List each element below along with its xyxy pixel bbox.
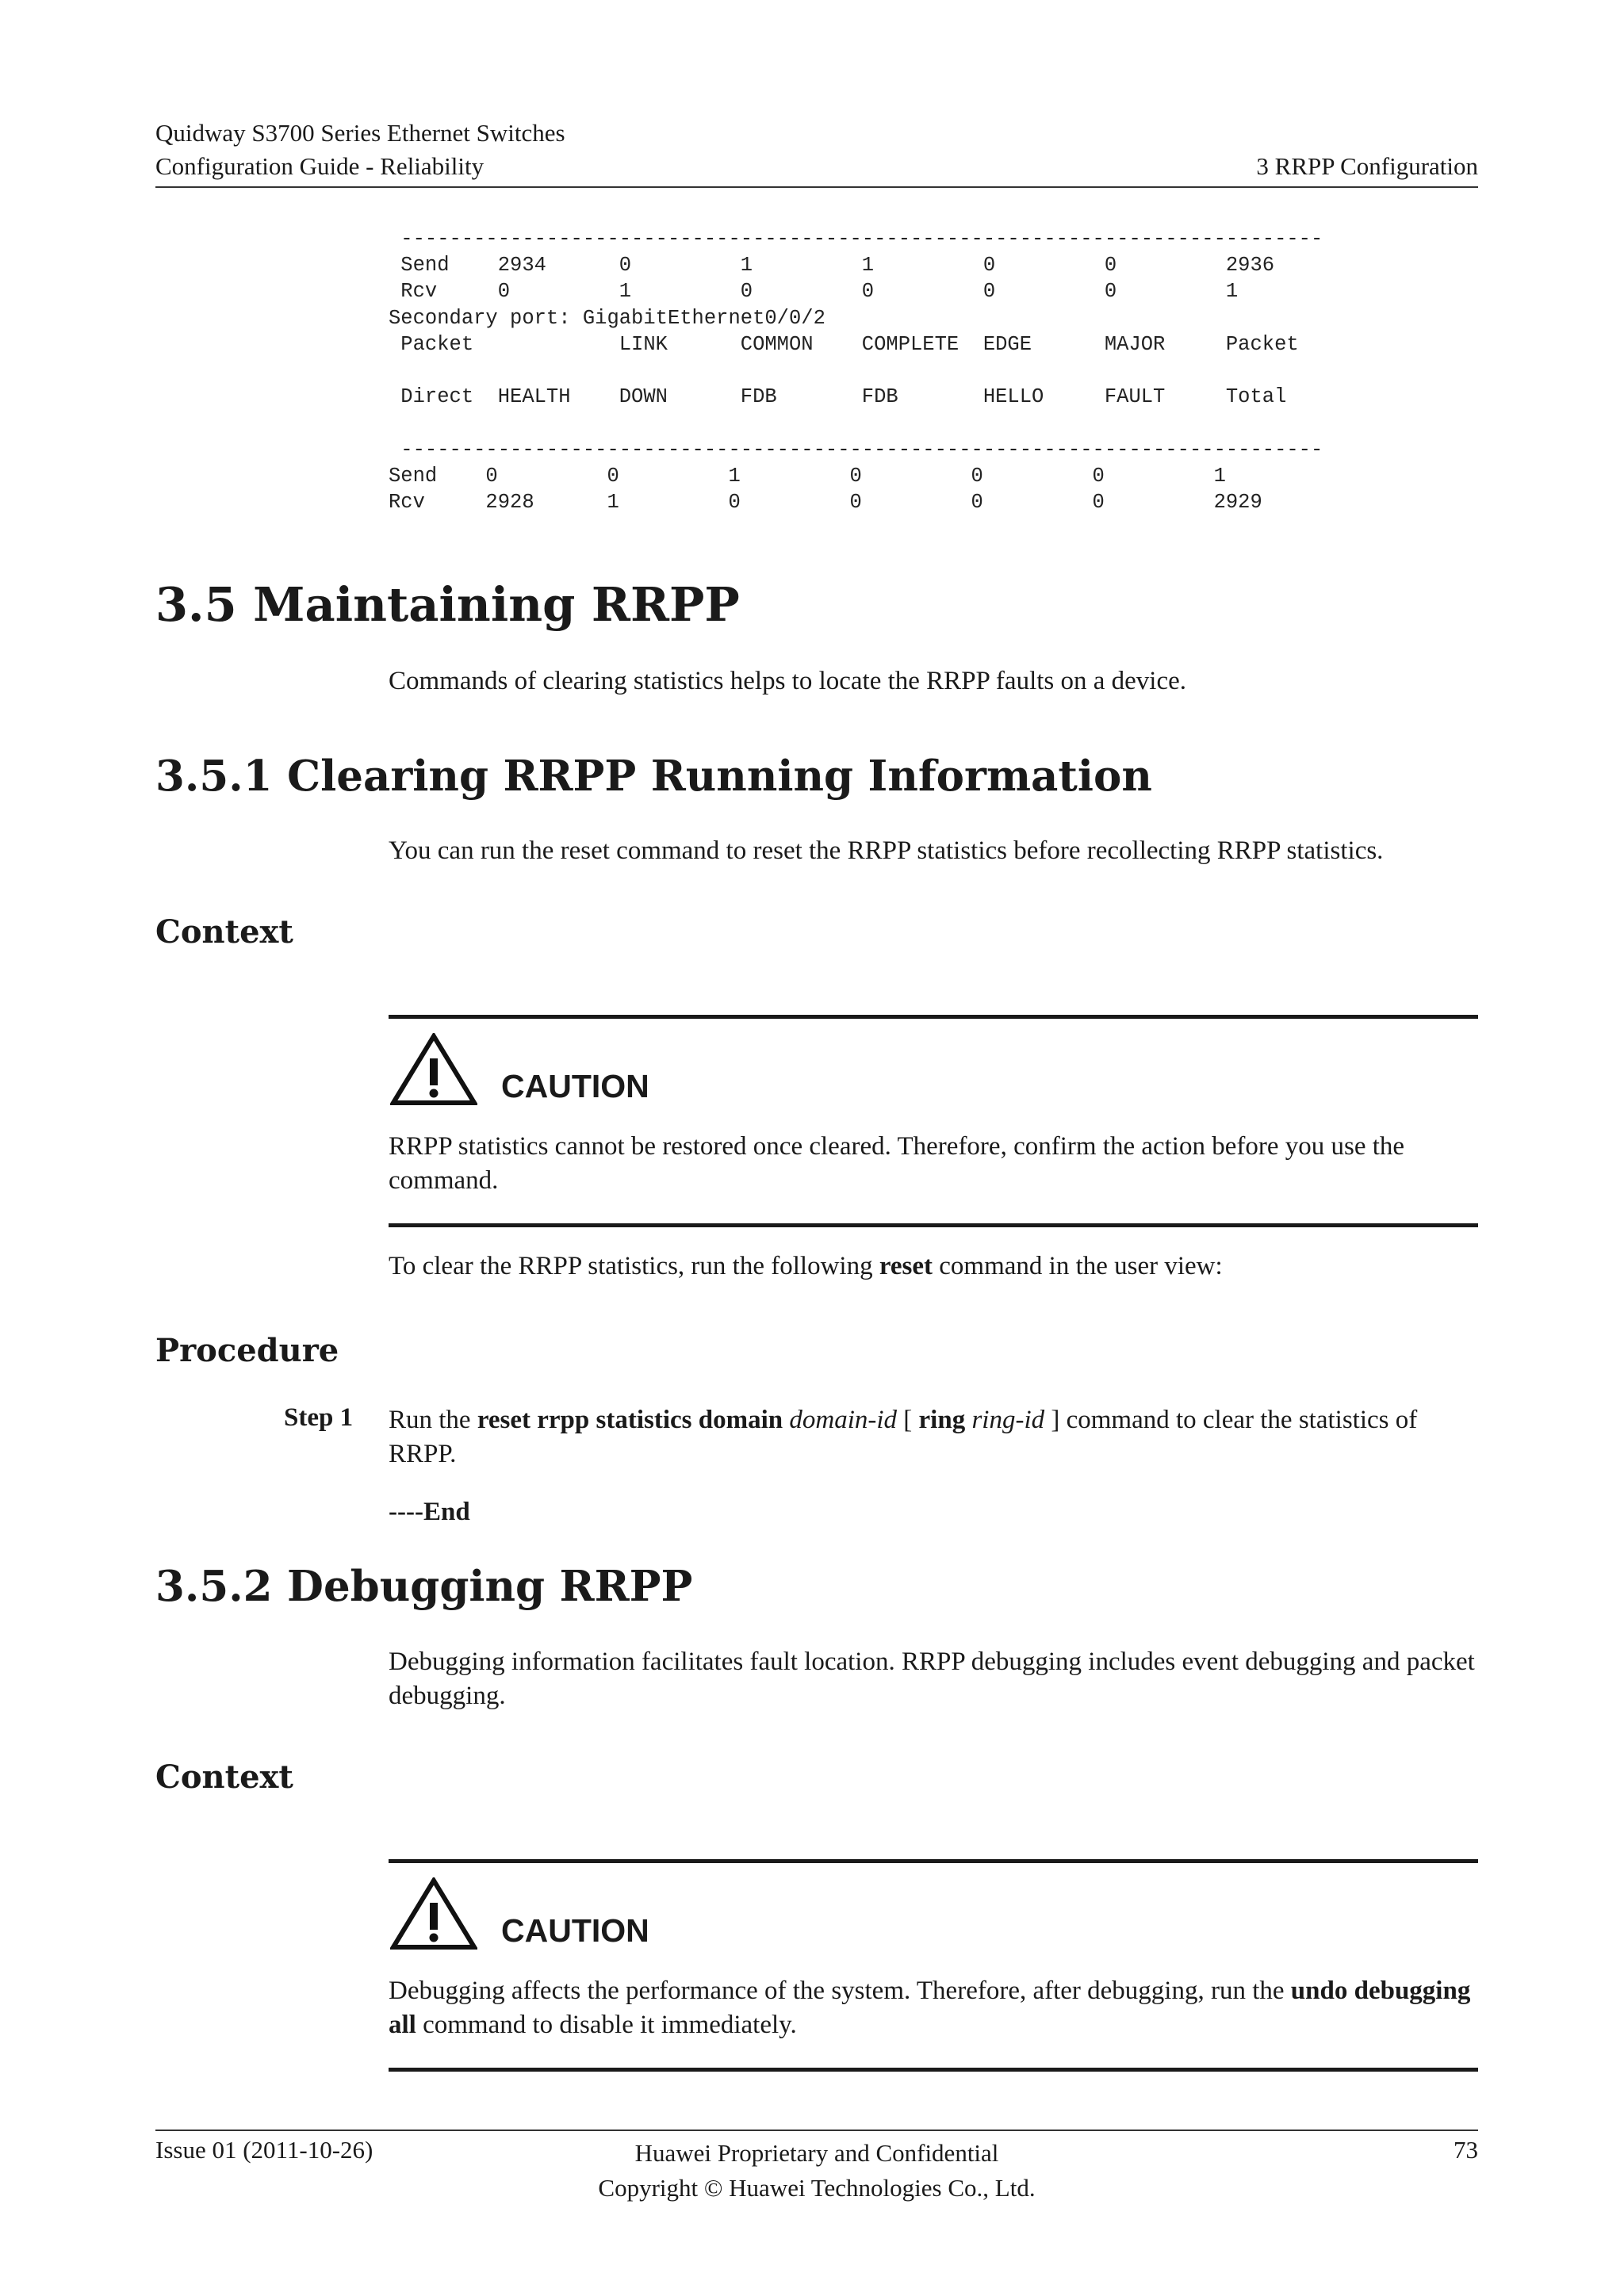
warning-triangle-icon xyxy=(390,1033,477,1106)
end-marker: ----End xyxy=(389,1498,470,1526)
section-3-5-intro: Commands of clearing statistics helps to locate the RRPP faults on a device. xyxy=(389,667,1187,695)
caution-2-pre: Debugging affects the performance of the system. Therefore, after debugging, run the xyxy=(389,1976,1291,2005)
caution-box-2 xyxy=(389,1859,1478,2072)
section-3-5-2-title: 3.5.2 Debugging RRPP xyxy=(155,1562,693,1611)
caution-label: CAUTION xyxy=(501,1068,649,1104)
step-rest-text: ] command to clear the statistics of RRPP. xyxy=(389,1406,1418,1468)
step-run-text: Run the xyxy=(389,1406,477,1434)
footer-confidential: Huawei Proprietary and Confidential xyxy=(634,2139,999,2167)
page-footer xyxy=(155,2130,1478,2210)
step-bracket-open: [ xyxy=(897,1406,919,1434)
header-guide: Configuration Guide - Reliability xyxy=(155,152,485,180)
section-3-5-title: 3.5 Maintaining RRPP xyxy=(155,577,740,632)
caution-text-2 xyxy=(389,1974,1478,2042)
caution-2-post: command to disable it immediately. xyxy=(416,2011,797,2039)
context-heading: Context xyxy=(155,913,293,951)
undo-debugging-command: undo debugging all xyxy=(389,1976,1471,2039)
footer-center xyxy=(155,2136,1478,2206)
step-command: reset rrpp statistics domain xyxy=(477,1406,783,1434)
step-ring-keyword: ring xyxy=(918,1406,966,1434)
step-label: Step 1 xyxy=(284,1403,354,1432)
page-header xyxy=(155,119,1478,188)
footer-copyright: Copyright © Huawei Technologies Co., Ltd. xyxy=(598,2174,1036,2202)
context-heading-2: Context xyxy=(155,1758,293,1796)
step-1-text xyxy=(389,1403,1483,1471)
step-arg-domain: domain-id xyxy=(789,1406,898,1434)
header-chapter: 3 RRPP Configuration xyxy=(1256,152,1478,180)
footer-issue: Issue 01 (2011-10-26) xyxy=(155,2136,373,2164)
command-output-block: ---------------------------------------------------------------------------- Send 2934 0 1 1 0 0 2936 Rcv 0 1 0 0 0 0 1 Secondary port: GigabitEthernet0/0/2 Packet LINK COMMON COMPLETE EDGE MAJOR Packet Direct HEALTH DOWN FDB FDB HELLO FAULT Total ---------------------------------------------------------------------------- Send 0 0 1 0 0 0 1 Rcv 2928 1 0 0 0 0 2929 xyxy=(389,228,1323,515)
caution-label-2: CAUTION xyxy=(501,1912,649,1949)
section-3-5-1-intro: You can run the reset command to reset the RRPP statistics before recollecting RRPP statistics. xyxy=(389,836,1384,865)
clear-text-post: command in the user view: xyxy=(933,1252,1223,1280)
section-3-5-1-title: 3.5.1 Clearing RRPP Running Information xyxy=(155,752,1152,801)
clear-statistics-paragraph xyxy=(389,1249,1483,1284)
reset-command: reset xyxy=(879,1252,933,1280)
section-3-5-2-intro: Debugging information facilitates fault location. RRPP debugging includes event debugging and packet debugging. xyxy=(389,1647,1475,1710)
page-number: 73 xyxy=(1454,2136,1478,2164)
header-product: Quidway S3700 Series Ethernet Switches xyxy=(155,119,565,147)
procedure-heading: Procedure xyxy=(155,1332,339,1369)
caution-text: RRPP statistics cannot be restored once cleared. Therefore, confirm the action before you use the command. xyxy=(389,1132,1405,1195)
clear-text-pre: To clear the RRPP statistics, run the following xyxy=(389,1252,879,1280)
caution-box xyxy=(389,1015,1478,1227)
step-arg-ring: ring-id xyxy=(971,1406,1045,1434)
warning-triangle-icon xyxy=(390,1877,477,1950)
